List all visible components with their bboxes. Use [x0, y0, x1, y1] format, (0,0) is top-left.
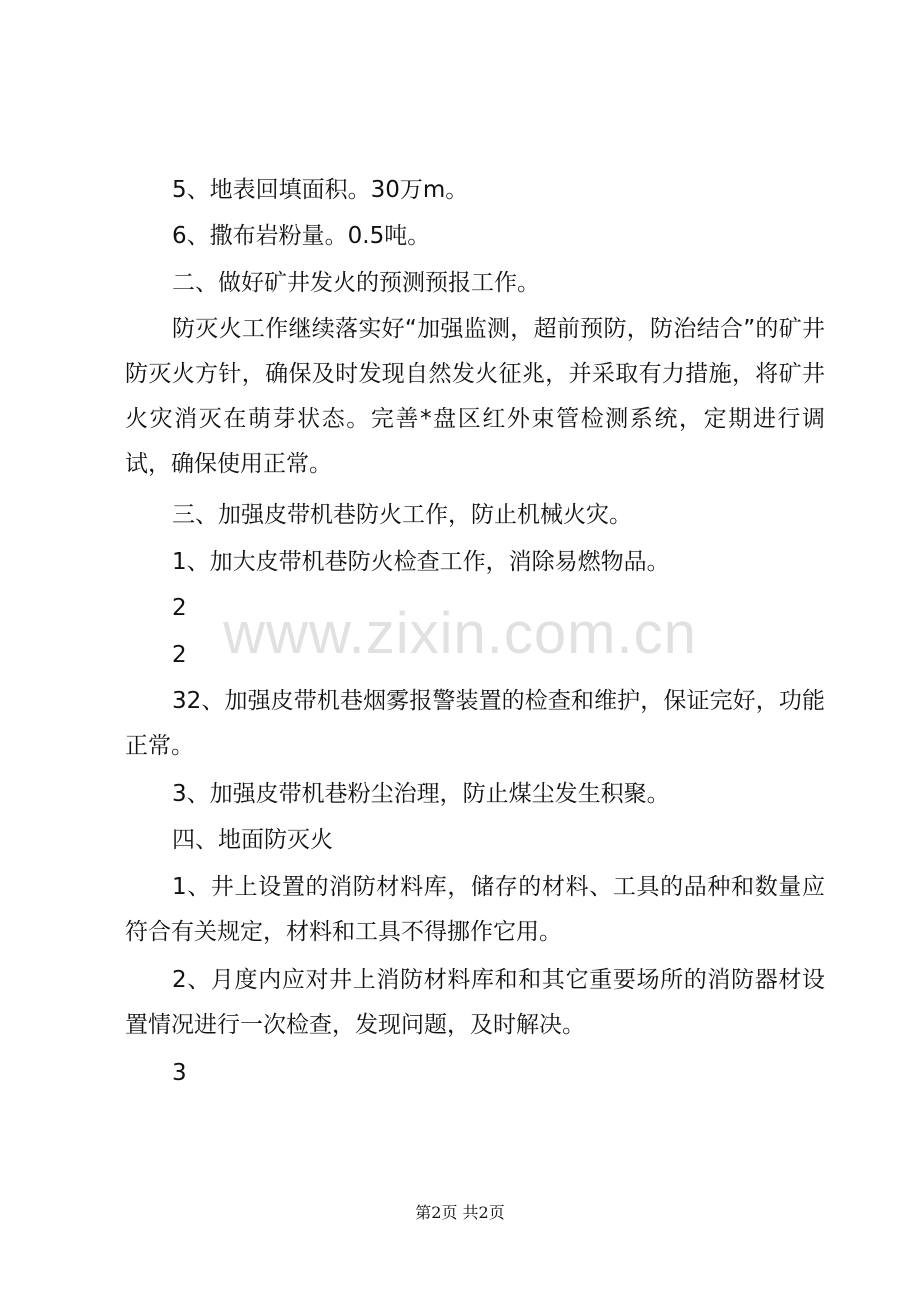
heading-section-3: 三、加强皮带机巷防火工作，防止机械火灾。 [172, 502, 632, 528]
page-footer: 第2页 共2页 [415, 1203, 505, 1222]
paragraph-rock-dust: 6、撒布岩粉量。0.5吨。 [172, 223, 431, 249]
paragraph-smoke-alarm: 32、加强皮带机巷烟雾报警装置的检查和维护，保证完好，功能正常。 [125, 688, 825, 759]
stray-number-line: 2 [172, 642, 187, 668]
stray-number-line: 3 [172, 1060, 187, 1086]
heading-section-2: 二、做好矿井发火的预测预报工作。 [172, 270, 540, 296]
paragraph-monthly-inspection: 2、月度内应对井上消防材料库和和其它重要场所的消防器材设置情况进行一次检查，发现问题，及时解决。 [125, 967, 825, 1038]
paragraph-fire-prevention-policy: 防灭火工作继续落实好“加强监测，超前预防，防治结合”的矿井防灭火方针，确保及时发现自然发火征兆，并采取有力措施，将矿井火灾消灭在萌芽状态。完善*盘区红外束管检测系统，定期进行调试，确保使用正常。 [125, 316, 825, 477]
paragraph-belt-inspection: 1、加大皮带机巷防火检查工作，消除易燃物品。 [172, 549, 670, 575]
stray-number-line: 2 [172, 595, 187, 621]
paragraph-surface-backfill: 5、地表回填面积。30万m。 [172, 177, 469, 203]
paragraph-fire-materials-store: 1、井上设置的消防材料库，储存的材料、工具的品种和数量应符合有关规定，材料和工具不得挪作它用。 [125, 874, 825, 945]
heading-section-4: 四、地面防灭火 [172, 827, 333, 853]
watermark: www.zixin.com.cn [223, 601, 697, 666]
paragraph-dust-control: 3、加强皮带机巷粉尘治理，防止煤尘发生积聚。 [172, 781, 670, 807]
